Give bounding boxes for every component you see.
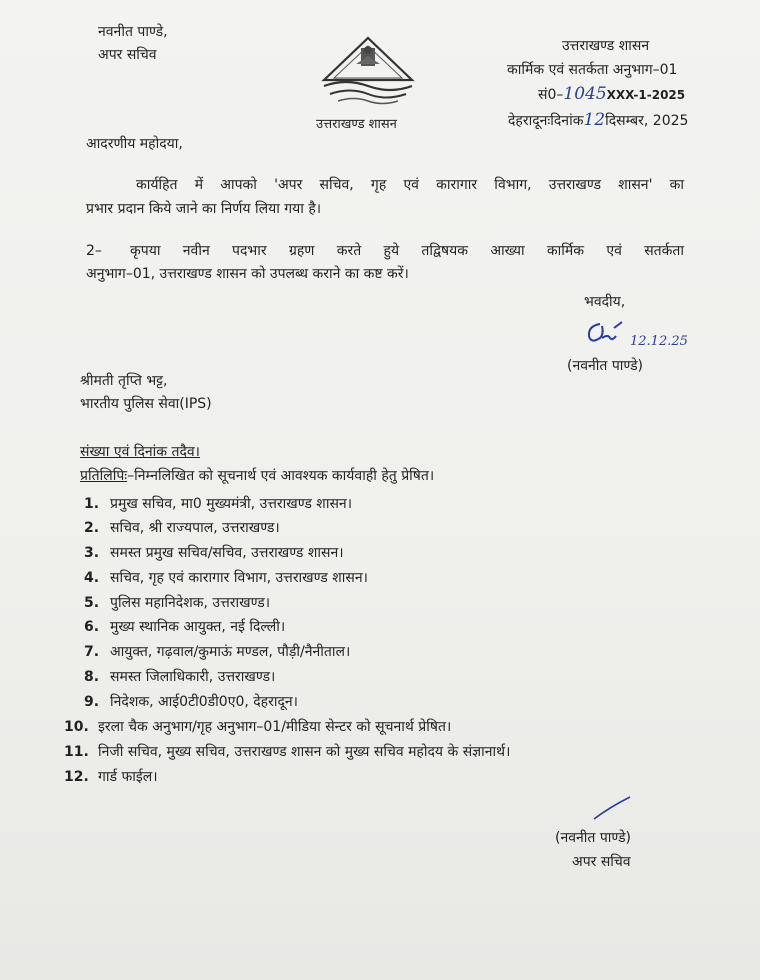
list-item [64, 767, 158, 786]
list-item [84, 543, 344, 562]
copy-intro-text: –निम्नलिखित को सूचनार्थ एवं आवश्यक कार्यवाही हेतु प्रेषित। [127, 468, 435, 484]
list-item-number: 9. [84, 694, 100, 710]
list-item [84, 617, 285, 636]
list-item-number: 2. [84, 520, 100, 536]
list-item-number: 12. [64, 769, 89, 785]
para1-line2: प्रभार प्रदान किये जाने का निर्णय लिया गया है। [86, 201, 322, 217]
list-item-number: 3. [84, 545, 100, 561]
list-item-text: आयुक्त, गढ़वाल/कुमाऊं मण्डल, पौड़ी/नैनीताल। [110, 644, 351, 660]
list-item [84, 518, 280, 537]
list-item [84, 667, 275, 686]
list-item-text: समस्त प्रमुख सचिव/सचिव, उत्तराखण्ड शासन। [110, 545, 344, 561]
addressee-name: श्रीमती तृप्ति भट्ट, [80, 373, 168, 389]
addressee-service: भारतीय पुलिस सेवा(IPS) [80, 396, 212, 412]
list-item-text: गार्ड फाईल। [98, 769, 158, 785]
uttarakhand-emblem-icon [316, 34, 420, 106]
list-item-text: प्रमुख सचिव, मा0 मुख्यमंत्री, उत्तराखण्ड शासन। [110, 496, 352, 512]
closing: भवदीय, [584, 294, 626, 310]
list-item-text: सचिव, श्री राज्यपाल, उत्तराखण्ड। [110, 520, 280, 536]
date-handwritten: 12 [583, 110, 606, 130]
list-item-text: इरला चैक अनुभाग/गृह अनुभाग–01/मीडिया सेन्टर को सूचनार्थ प्रेषित। [98, 719, 452, 735]
para2-line2: अनुभाग–01, उत्तराखण्ड शासन को उपलब्ध कराने का कष्ट करें। [86, 266, 409, 282]
date-suffix: दिसम्बर, 2025 [605, 113, 689, 129]
list-item-text: पुलिस महानिदेशक, उत्तराखण्ड। [110, 595, 271, 611]
list-item-number: 7. [84, 644, 100, 660]
signature1-name: (नवनीत पाण्डे) [567, 358, 644, 374]
reference-suffix: XXX-1-2025 [606, 88, 686, 102]
sender-designation: अपर सचिव [98, 47, 157, 63]
list-item-number: 11. [64, 744, 89, 760]
para2-line1: कृपया नवीन पदभार ग्रहण करते हुये तद्विषयक आख्या कार्मिक एवं सतर्कता [130, 243, 684, 259]
list-item-text: निदेशक, आई0टी0डी0ए0, देहरादून। [110, 694, 298, 710]
list-item [64, 742, 510, 761]
list-item-text: निजी सचिव, मुख्य सचिव, उत्तराखण्ड शासन को मुख्य सचिव महोदय के संज्ञानार्थ। [98, 744, 511, 760]
para1-line1: कार्यहित में आपको 'अपर सचिव, गृह एवं कारागार विभाग, उत्तराखण्ड शासन' का [136, 177, 684, 193]
list-item-number: 10. [64, 719, 89, 735]
reference-number [538, 84, 685, 104]
list-item-text: समस्त जिलाधिकारी, उत्तराखण्ड। [110, 669, 276, 685]
list-item [84, 494, 352, 513]
list-item-number: 1. [84, 496, 100, 512]
signature2-name: (नवनीत पाण्डे) [555, 830, 632, 846]
signature-mark-2 [590, 793, 634, 823]
emblem-caption: उत्तराखण्ड शासन [316, 117, 397, 132]
list-item-number: 6. [84, 619, 100, 635]
copy-reference-line: संख्या एवं दिनांक तदैव। [80, 444, 200, 460]
reference-prefix: सं0– [538, 87, 564, 103]
list-item-number: 8. [84, 669, 100, 685]
list-item [64, 717, 451, 736]
list-item [84, 692, 298, 711]
copy-intro [80, 466, 434, 485]
list-item-number: 5. [84, 595, 100, 611]
list-item-number: 4. [84, 570, 100, 586]
signature1-handwritten-date: 12.12.25 [630, 334, 688, 349]
salutation: आदरणीय महोदया, [86, 136, 183, 152]
sender-name: नवनीत पाण्डे, [98, 24, 168, 40]
list-item [84, 642, 350, 661]
signature-mark-1 [582, 314, 632, 348]
signature2-designation: अपर सचिव [572, 854, 631, 870]
date-prefix: देहरादूनःदिनांक [508, 113, 584, 129]
letter-date [508, 110, 688, 130]
list-item-text: सचिव, गृह एवं कारागार विभाग, उत्तराखण्ड शासन। [110, 570, 368, 586]
para2-number: 2– [86, 243, 102, 259]
copy-label: प्रतिलिपिः [80, 468, 128, 484]
office-line2: कार्मिक एवं सतर्कता अनुभाग–01 [507, 62, 678, 78]
list-item-text: मुख्य स्थानिक आयुक्त, नई दिल्ली। [110, 619, 286, 635]
office-line1: उत्तराखण्ड शासन [562, 38, 650, 54]
list-item [84, 568, 368, 587]
list-item [84, 593, 270, 612]
reference-handwritten: 1045 [563, 84, 607, 104]
